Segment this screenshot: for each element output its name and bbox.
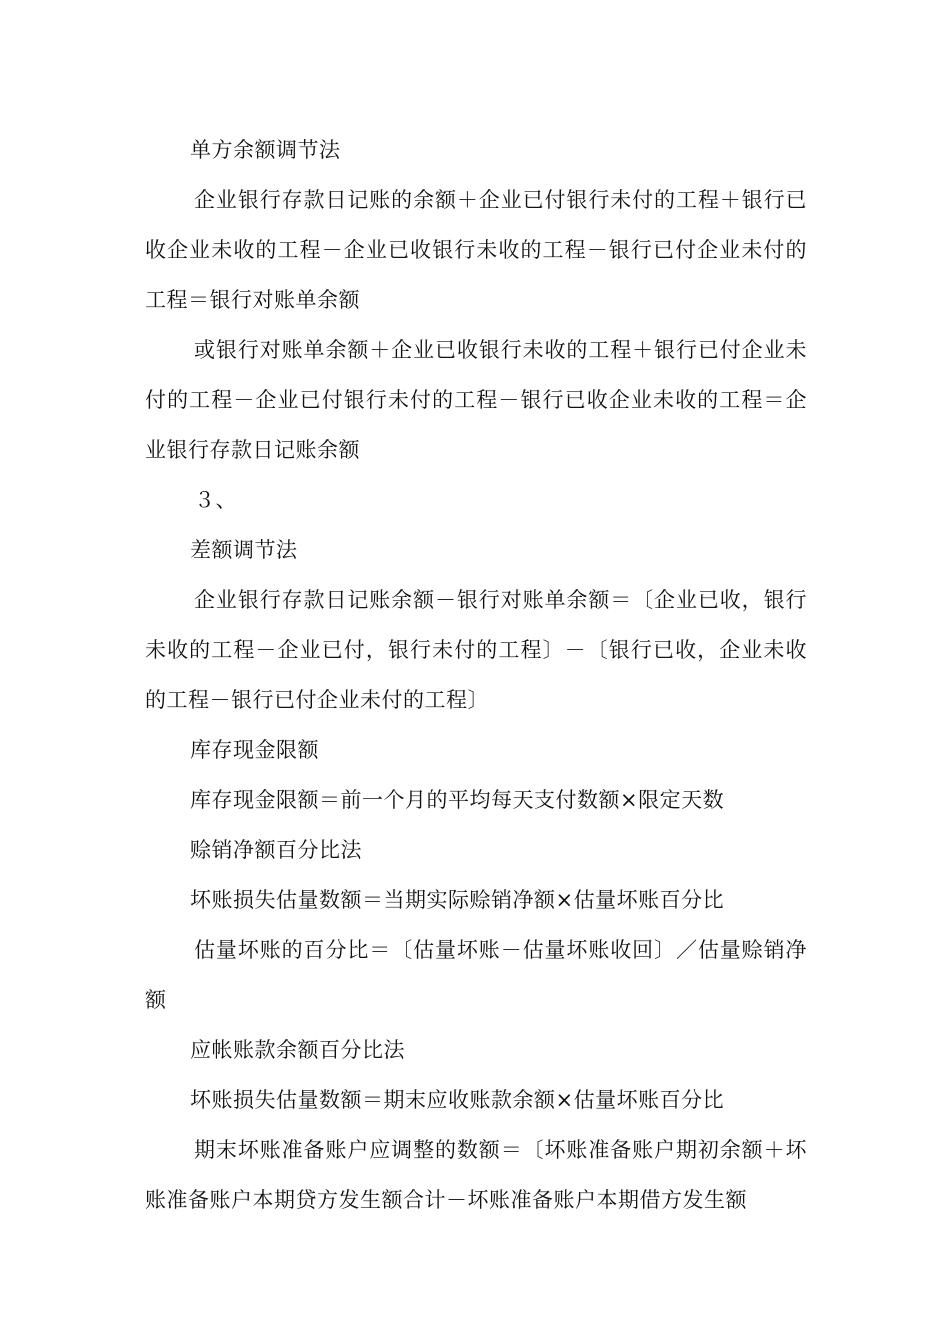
heading-single-balance-method: 单方余额调节法 bbox=[190, 138, 341, 162]
document-body bbox=[145, 125, 807, 1225]
heading-receivables-method: 应帐账款余额百分比法 bbox=[190, 1038, 405, 1062]
formula-single-balance-1: 企业银行存款日记账的余额＋企业已付银行未付的工程＋银行已收企业未收的工程－企业已收银行未收的工程－银行已付企业未付的工程＝银行对账单余额 bbox=[145, 188, 807, 312]
formula-difference: 企业银行存款日记账余额－银行对账单余额＝〔企业已收，银行未收的工程－企业已付，银行未付的工程〕－〔银行已收，企业未收的工程－银行已付企业未付的工程〕 bbox=[145, 588, 807, 712]
formula-allowance-adjustment: 期末坏账准备账户应调整的数额＝〔坏账准备账户期初余额＋坏账准备账户本期贷方发生额合计－坏账准备账户本期借方发生额 bbox=[145, 1138, 807, 1212]
heading-difference-method: 差额调节法 bbox=[190, 538, 298, 562]
section-number: ３、 bbox=[194, 488, 237, 512]
formula-bad-debt-credit-sales: 坏账损失估量数额＝当期实际赊销净额×估量坏账百分比 bbox=[190, 888, 725, 912]
formula-bad-debt-receivables: 坏账损失估量数额＝期末应收账款余额×估量坏账百分比 bbox=[190, 1088, 725, 1112]
heading-cash-limit: 库存现金限额 bbox=[190, 738, 319, 762]
heading-credit-sales-method: 赊销净额百分比法 bbox=[190, 838, 362, 862]
formula-single-balance-2: 或银行对账单余额＋企业已收银行未收的工程＋银行已付企业未付的工程－企业已付银行未付的工程－银行已收企业未收的工程＝企业银行存款日记账余额 bbox=[145, 338, 807, 462]
formula-bad-debt-percentage: 估量坏账的百分比＝〔估量坏账－估量坏账收回〕／估量赊销净额 bbox=[145, 938, 807, 1012]
formula-cash-limit: 库存现金限额＝前一个月的平均每天支付数额×限定天数 bbox=[190, 788, 725, 812]
